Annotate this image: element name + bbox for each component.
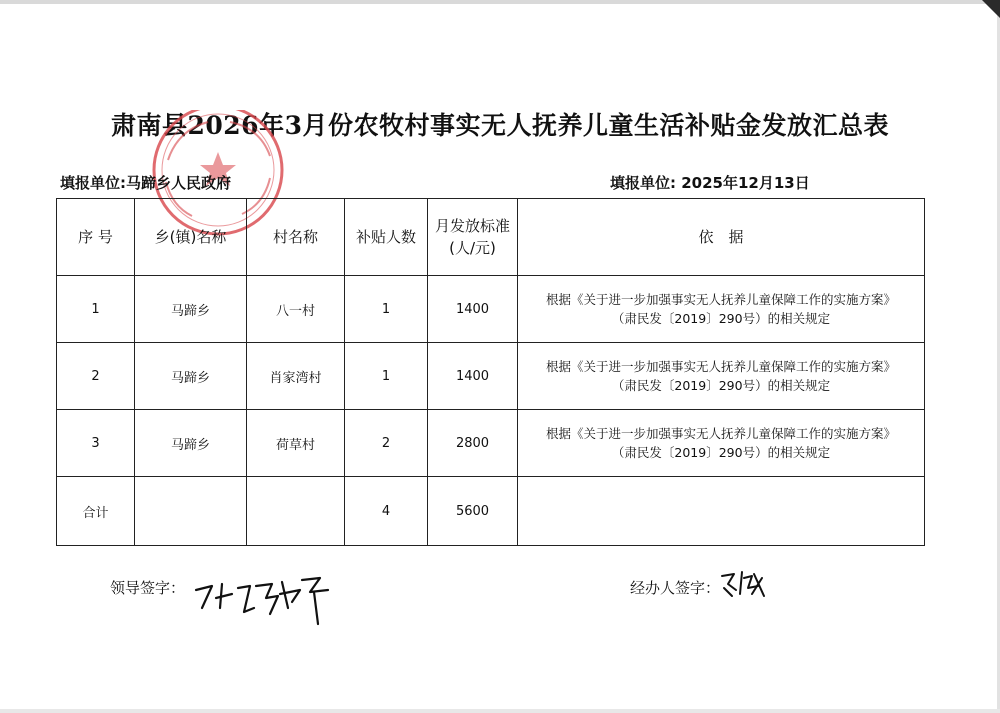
cell-basis	[518, 343, 925, 410]
cell-no: 3	[57, 410, 135, 477]
cell-amount: 2800	[428, 410, 518, 477]
scan-edge-bottom	[0, 709, 1000, 713]
cell-no: 2	[57, 343, 135, 410]
summary-table	[56, 198, 925, 546]
cell-village: 八一村	[247, 276, 345, 343]
header-monthly-standard-line1: 月发放标准	[434, 217, 510, 235]
total-count: 4	[345, 477, 428, 546]
cell-town: 马蹄乡	[135, 410, 247, 477]
total-basis-empty	[518, 477, 925, 546]
header-town: 乡(镇)名称	[135, 199, 247, 276]
header-no: 序 号	[57, 199, 135, 276]
handler-signature-label: 经办人签字：	[630, 579, 721, 597]
basis-line2: （肃民发〔2019〕290号）的相关规定	[611, 311, 831, 326]
handler-handwritten-signature	[718, 568, 768, 600]
cell-count: 1	[345, 343, 428, 410]
cell-count: 2	[345, 410, 428, 477]
basis-line2: （肃民发〔2019〕290号）的相关规定	[611, 445, 831, 460]
cell-count: 1	[345, 276, 428, 343]
basis-line1: 根据《关于进一步加强事实无人抚养儿童保障工作的实施方案》	[545, 426, 896, 441]
total-village-empty	[247, 477, 345, 546]
header-monthly-standard-line2: (人/元)	[449, 239, 496, 257]
cell-amount: 1400	[428, 276, 518, 343]
basis-line2: （肃民发〔2019〕290号）的相关规定	[611, 378, 831, 393]
reporting-unit: 填报单位:马蹄乡人民政府	[60, 174, 231, 192]
table-row	[57, 276, 925, 343]
scan-edge-top	[0, 0, 1000, 4]
cell-town: 马蹄乡	[135, 343, 247, 410]
cell-basis	[518, 410, 925, 477]
header-monthly-standard	[428, 199, 518, 276]
total-town-empty	[135, 477, 247, 546]
leader-signature-label: 领导签字：	[110, 579, 186, 597]
cell-village: 肖家湾村	[247, 343, 345, 410]
cell-town: 马蹄乡	[135, 276, 247, 343]
table-total-row	[57, 477, 925, 546]
cell-basis	[518, 276, 925, 343]
basis-line1: 根据《关于进一步加强事实无人抚养儿童保障工作的实施方案》	[545, 292, 896, 307]
header-village: 村名称	[247, 199, 345, 276]
header-basis: 依 据	[518, 199, 925, 276]
table-row	[57, 343, 925, 410]
cell-amount: 1400	[428, 343, 518, 410]
leader-handwritten-signature	[192, 568, 352, 630]
table-header-row	[57, 199, 925, 276]
header-count: 补贴人数	[345, 199, 428, 276]
reporting-date: 填报单位: 2025年12月13日	[610, 174, 810, 192]
total-label: 合计	[57, 477, 135, 546]
cell-village: 荷草村	[247, 410, 345, 477]
cell-no: 1	[57, 276, 135, 343]
total-amount: 5600	[428, 477, 518, 546]
table-row	[57, 410, 925, 477]
document-title: 肃南县2026年3月份农牧村事实无人抚养儿童生活补贴金发放汇总表	[111, 111, 889, 140]
basis-line1: 根据《关于进一步加强事实无人抚养儿童保障工作的实施方案》	[545, 359, 896, 374]
scan-corner	[982, 0, 1000, 18]
